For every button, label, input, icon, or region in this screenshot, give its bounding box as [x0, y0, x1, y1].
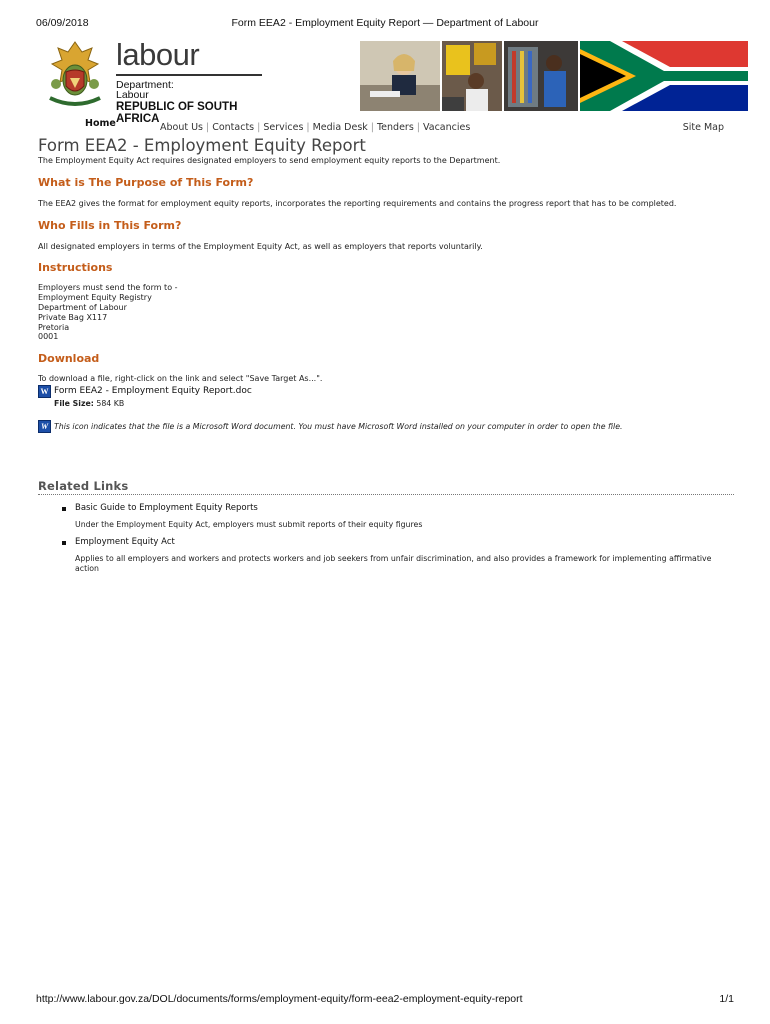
download-heading: Download [38, 352, 100, 366]
address-line: Private Bag X117 [38, 312, 108, 322]
print-date: 06/09/2018 [36, 17, 89, 29]
nav-separator: | [206, 122, 210, 133]
page-title: Form EEA2 - Employment Equity Report [38, 136, 366, 155]
list-item [38, 537, 734, 573]
bullet-icon [62, 541, 66, 545]
brand-wordmark: labour [116, 37, 200, 72]
technician-photo [504, 41, 578, 111]
nav-separator: | [306, 122, 310, 133]
header-photo-strip [360, 41, 750, 111]
who-heading: Who Fills in This Form? [38, 218, 182, 232]
nav-site-map[interactable]: Site Map [682, 122, 724, 133]
file-size-label: File Size: [54, 398, 94, 408]
intro-text: The Employment Equity Act requires designated employers to send employment equity reports to the Department. [38, 156, 501, 165]
related-links-heading: Related Links [38, 478, 129, 493]
print-title: Form EEA2 - Employment Equity Report — Department of Labour [231, 17, 539, 29]
bullet-icon [62, 507, 66, 511]
brand-block [116, 38, 266, 125]
nav-home-link[interactable]: Home [85, 118, 116, 129]
file-size [54, 399, 734, 408]
nav-tenders[interactable]: Tenders [376, 122, 414, 133]
address-line: Department of Labour [38, 302, 127, 312]
related-links-list [38, 503, 734, 574]
print-page-number: 1/1 [719, 993, 734, 1005]
nav-separator: | [416, 122, 420, 133]
list-item [38, 503, 734, 530]
print-url: http://www.labour.gov.za/DOL/documents/forms/employment-equity/form-eea2-employment-equity-report [36, 993, 523, 1005]
office-worker-photo [360, 41, 440, 111]
address-line: 0001 [38, 332, 59, 342]
related-link-ee-act[interactable]: Employment Equity Act [75, 537, 175, 548]
brand-dept-line1: Department: [116, 79, 174, 91]
nav-separator: | [370, 122, 374, 133]
nav-vacancies[interactable]: Vacancies [422, 122, 471, 133]
related-link-description: Under the Employment Equity Act, employers must submit reports of their equity figures [75, 519, 423, 529]
brand-rule [116, 74, 262, 76]
related-link-basic-guide[interactable]: Basic Guide to Employment Equity Reports [75, 502, 258, 513]
print-footer [36, 993, 734, 1007]
purpose-text: The EEA2 gives the format for employment equity reports, incorporates the reporting requirements and contains the progress report that has to be completed. [38, 198, 677, 208]
sewing-worker-photo [442, 41, 502, 111]
related-link-description: Applies to all employers and workers and protects workers and job seekers from unfair discrimination, and also provides a framework for implementing affirmative action [75, 554, 712, 573]
address-line: Pretoria [38, 322, 70, 332]
word-document-icon: W [38, 420, 51, 433]
nav-about-us[interactable]: About Us [160, 122, 204, 133]
dotted-divider [38, 494, 734, 495]
who-text: All designated employers in terms of the Employment Equity Act, as well as employers that reports voluntarily. [38, 241, 483, 251]
word-icon-note [38, 420, 734, 433]
nav-media-desk[interactable]: Media Desk [312, 122, 368, 133]
print-header [36, 17, 734, 31]
top-nav [38, 120, 728, 136]
address-line: Employment Equity Registry [38, 293, 152, 303]
nav-separator: | [257, 122, 261, 133]
nav-contacts[interactable]: Contacts [212, 122, 255, 133]
download-file-row [38, 385, 734, 398]
main-content [38, 137, 734, 573]
coat-of-arms-icon [44, 38, 106, 110]
brand-dept-line2: Labour [116, 89, 149, 101]
instructions-address [38, 283, 734, 342]
download-file-link[interactable]: Form EEA2 - Employment Equity Report.doc [54, 385, 252, 396]
word-note-text: This icon indicates that the file is a Microsoft Word document. You must have Microsoft Word installed on your computer in order to open the file. [54, 421, 623, 431]
related-links-section [38, 480, 734, 574]
word-document-icon: W [38, 385, 51, 398]
file-size-value: 584 KB [96, 398, 125, 408]
instructions-heading: Instructions [38, 261, 113, 275]
download-instructions: To download a file, right-click on the link and select "Save Target As...". [38, 374, 323, 384]
south-africa-flag-icon [580, 41, 748, 111]
nav-links [160, 122, 470, 133]
address-line: Employers must send the form to - [38, 283, 178, 293]
purpose-heading: What is The Purpose of This Form? [38, 175, 254, 189]
brand-country: REPUBLIC OF SOUTH AFRICA [116, 101, 238, 125]
nav-services[interactable]: Services [263, 122, 304, 133]
